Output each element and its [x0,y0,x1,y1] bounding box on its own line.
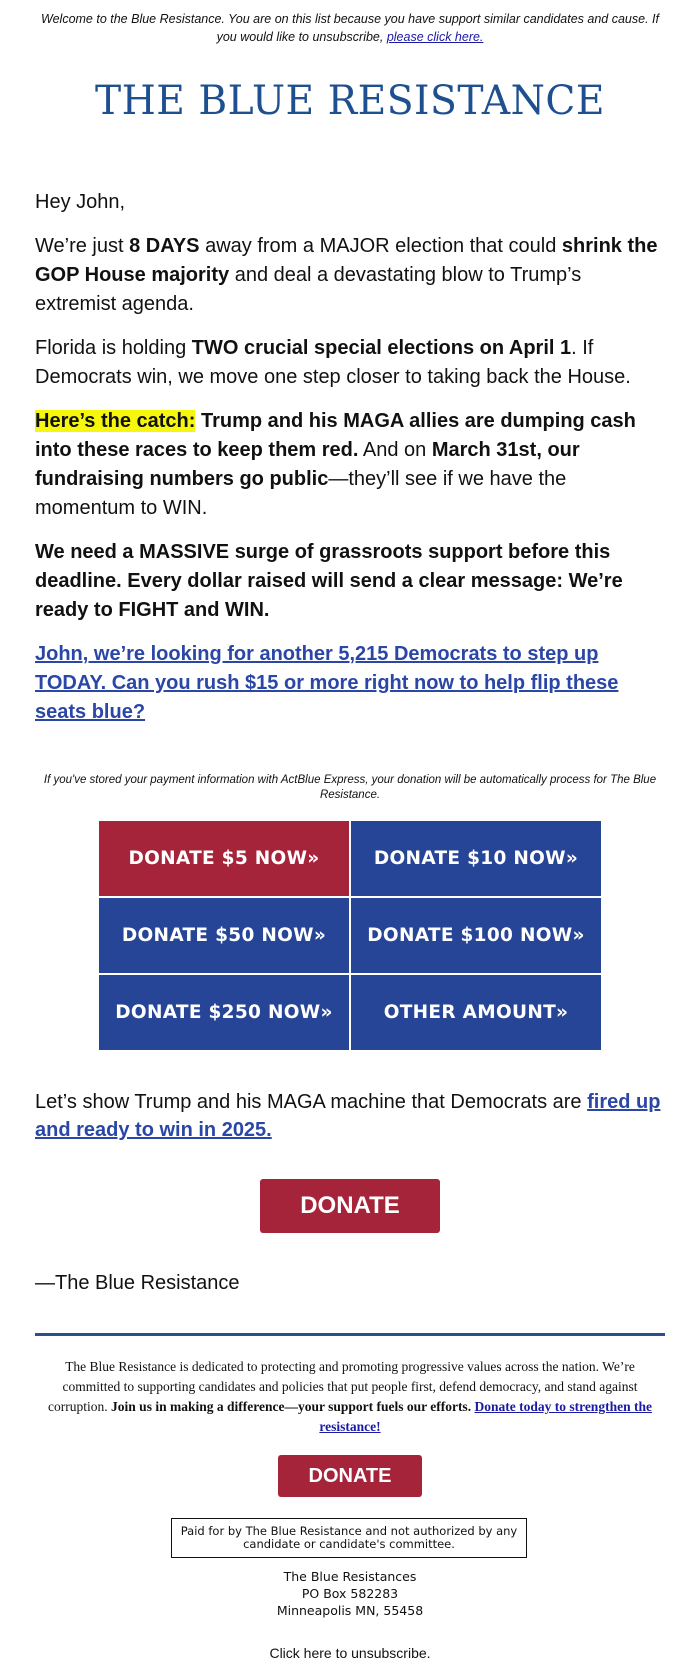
donate-10-button[interactable]: DONATE $10 NOW» [351,821,601,896]
preheader-text: Welcome to the Blue Resistance. You are on this list because you have support similar candidates and cause. If you would like to unsubscribe, [41,12,659,44]
donate-appeal-link[interactable]: John, we’re looking for another 5,215 Democrats to step up TODAY. Can you rush $15 or more right now to help flip these seats blue? [35,643,619,723]
footer-donate-button[interactable]: DONATE [278,1455,422,1497]
days-count: 8 DAYS [129,235,200,257]
paragraph-2: Florida is holding TWO crucial special elections on April 1. If Democrats win, we move one step closer to taking back the House. [35,337,631,388]
unsubscribe-link-top[interactable]: please click here. [386,30,484,44]
paragraph-1: We’re just 8 DAYS away from a MAJOR election that could shrink the GOP House majority and deal a devastating blow to Trump’s extremist agenda. [35,235,658,315]
highlight-text: Here’s the catch: [35,410,196,432]
divider [35,1333,665,1336]
unsubscribe-link[interactable]: Click here to unsubscribe. [269,1645,431,1661]
donate-50-button[interactable]: DONATE $50 NOW» [99,898,349,973]
paid-for-disclaimer: Paid for by The Blue Resistance and not authorized by any candidate or candidate's committee. [171,1518,527,1558]
preheader [40,10,660,46]
donate-250-button[interactable]: DONATE $250 NOW» [99,975,349,1050]
greeting: Hey John, [35,191,126,213]
brand-logo: THE BLUE RESISTANCE [94,78,606,124]
donate-button[interactable]: DONATE [260,1179,440,1233]
paragraph-4: We need a MASSIVE surge of grassroots support before this deadline. Every dollar raised will send a clear message: We’re ready to FIGHT and WIN. [35,541,623,621]
footer-paragraph: The Blue Resistance is dedicated to protecting and promoting progressive values across the nation. We’re committed to supporting candidates and policies that put people first, defend democracy, and stand against corruption. Join us in making a difference—your support fuels our efforts. Donate today to strengthen the resistance! [48,1359,652,1434]
signature: —The Blue Resistance [35,1272,240,1294]
paragraph-3: Here’s the catch: Trump and his MAGA allies are dumping cash into these races to keep them red. And on March 31st, our fundraising numbers go public—they’ll see if we have the momentum to WIN. [35,410,636,519]
paragraph-5 [35,640,665,727]
address-line-2: PO Box 582283 [301,1586,399,1601]
footer-donate-link[interactable]: Donate today to strengthen the resistance! [319,1399,652,1434]
address-line-3: Minneapolis MN, 55458 [276,1603,424,1618]
donate-5-button[interactable]: DONATE $5 NOW» [99,821,349,896]
mailing-address [0,1568,700,1619]
donate-100-button[interactable]: DONATE $100 NOW» [351,898,601,973]
closing-paragraph: Let’s show Trump and his MAGA machine that Democrats are fired up and ready to win in 2025. [35,1091,661,1141]
other-amount-button[interactable]: OTHER AMOUNT» [351,975,601,1050]
address-line-1: The Blue Resistances [283,1569,417,1584]
actblue-disclaimer: If you've stored your payment information with ActBlue Express, your donation will be automatically process for The Blue Resistance. [43,774,657,801]
fired-up-link[interactable]: fired up and ready to win in 2025. [35,1091,661,1141]
